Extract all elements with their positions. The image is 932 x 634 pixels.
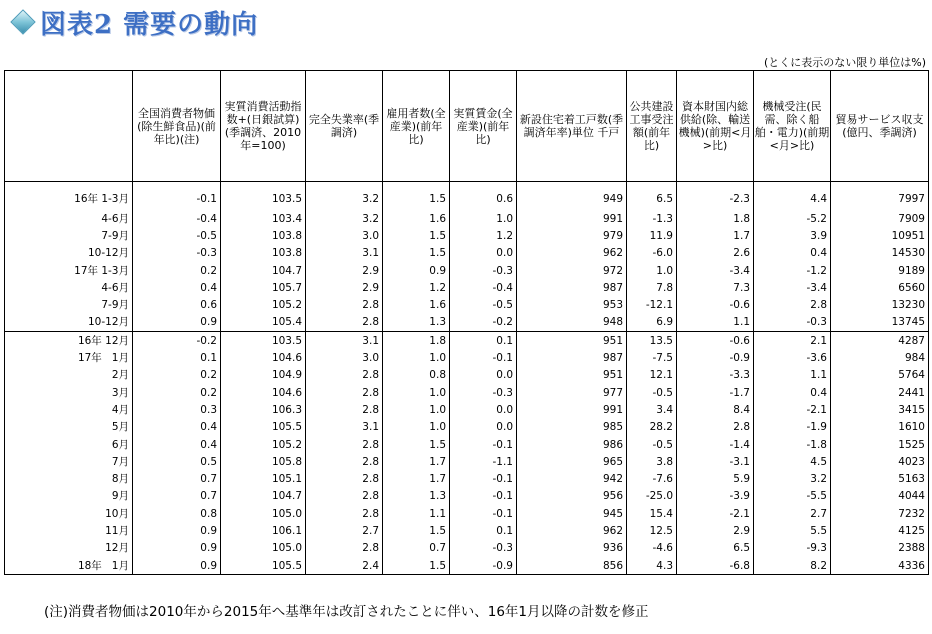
table-row [5, 182, 929, 211]
table-cell: 2.1 [754, 332, 831, 350]
table-cell: 28.2 [627, 419, 677, 436]
row-label: 8月 [5, 470, 133, 487]
table-cell: 2.8 [306, 488, 383, 505]
table-cell: 7232 [831, 505, 929, 522]
table-row [5, 332, 929, 350]
table-cell: 3.4 [627, 401, 677, 418]
table-cell: 1.0 [383, 419, 450, 436]
row-label: 4月 [5, 401, 133, 418]
table-cell: -0.9 [450, 557, 517, 575]
table-cell: -3.6 [754, 349, 831, 366]
table-cell: 4.3 [627, 557, 677, 575]
footnote: (注)消費者物価は2010年から2015年へ基準年は改訂されたことに伴い、16年1月以降の計数を修正 [44, 604, 649, 620]
table-cell: 2388 [831, 540, 929, 557]
table-cell: 962 [517, 245, 627, 262]
table-cell: 856 [517, 557, 627, 575]
table-cell: 3.8 [627, 453, 677, 470]
table-cell: 3415 [831, 401, 929, 418]
table-cell: -0.3 [133, 245, 221, 262]
table-cell: 103.5 [221, 332, 306, 350]
column-header: 新設住宅着工戸数(季調済年率)単位 千戸 [517, 71, 627, 182]
table-cell: 0.3 [133, 401, 221, 418]
column-header: 貿易サービス収支(億円、季調済) [831, 71, 929, 182]
table-cell: 0.9 [133, 540, 221, 557]
table-cell: -0.5 [627, 384, 677, 401]
table-cell: -0.2 [133, 332, 221, 350]
table-cell: -0.3 [450, 540, 517, 557]
table-cell: 0.4 [754, 384, 831, 401]
table-cell: 0.0 [450, 419, 517, 436]
table-cell: -9.3 [754, 540, 831, 557]
table-cell: 14530 [831, 245, 929, 262]
column-header: 実質消費活動指数+(日銀試算)(季調済、2010年=100) [221, 71, 306, 182]
table-cell: 1610 [831, 419, 929, 436]
table-cell: 5.9 [677, 470, 754, 487]
table-cell: -12.1 [627, 296, 677, 313]
table-row [5, 349, 929, 366]
table-row [5, 522, 929, 539]
table-cell: -7.6 [627, 470, 677, 487]
table-cell: 1.5 [383, 436, 450, 453]
table-cell: 2.9 [306, 262, 383, 279]
row-label: 4-6月 [5, 210, 133, 227]
table-cell: 1.0 [383, 349, 450, 366]
table-cell: 0.5 [133, 453, 221, 470]
table-cell: -1.1 [450, 453, 517, 470]
table-row [5, 314, 929, 332]
table-cell: 1.2 [383, 279, 450, 296]
table-cell: 104.9 [221, 367, 306, 384]
table-cell: 1.3 [383, 314, 450, 332]
table-cell: 986 [517, 436, 627, 453]
table-cell: 2.8 [306, 384, 383, 401]
table-row [5, 262, 929, 279]
table-cell: 3.0 [306, 349, 383, 366]
table-cell: 2.9 [306, 279, 383, 296]
table-cell: 2.6 [677, 245, 754, 262]
table-cell: 104.6 [221, 349, 306, 366]
diamond-bullet-icon [10, 9, 35, 34]
table-cell: 979 [517, 227, 627, 244]
table-cell: -3.9 [677, 488, 754, 505]
table-cell: 0.9 [133, 522, 221, 539]
table-cell: -0.6 [677, 296, 754, 313]
table-cell: 0.4 [754, 245, 831, 262]
table-cell: 0.2 [133, 367, 221, 384]
table-cell: -0.9 [677, 349, 754, 366]
table-cell: -4.6 [627, 540, 677, 557]
row-label: 7-9月 [5, 296, 133, 313]
table-cell: 2.7 [754, 505, 831, 522]
table-cell: -0.4 [133, 210, 221, 227]
table-cell: 8.2 [754, 557, 831, 575]
table-cell: 7.8 [627, 279, 677, 296]
table-row [5, 436, 929, 453]
table-cell: 11.9 [627, 227, 677, 244]
table-cell: 2.8 [306, 314, 383, 332]
header-corner [5, 71, 133, 182]
demand-trend-table [4, 70, 929, 575]
table-cell: 3.1 [306, 419, 383, 436]
table-cell: -0.5 [450, 296, 517, 313]
table-cell: 0.4 [133, 279, 221, 296]
row-label: 2月 [5, 367, 133, 384]
table-cell: 103.8 [221, 245, 306, 262]
table-cell: 984 [831, 349, 929, 366]
table-cell: -0.5 [627, 436, 677, 453]
table-cell: 962 [517, 522, 627, 539]
table-cell: 0.0 [450, 401, 517, 418]
table-cell: 2.8 [306, 401, 383, 418]
table-cell: -0.3 [754, 314, 831, 332]
table-cell: 2.8 [306, 453, 383, 470]
table-cell: 1.5 [383, 522, 450, 539]
table-body [5, 182, 929, 575]
table-cell: 2.8 [306, 470, 383, 487]
table-cell: 936 [517, 540, 627, 557]
column-header: 完全失業率(季調済) [306, 71, 383, 182]
table-row [5, 401, 929, 418]
table-cell: 949 [517, 182, 627, 211]
table-cell: 2.9 [677, 522, 754, 539]
table-row [5, 296, 929, 313]
table-cell: 987 [517, 279, 627, 296]
table-cell: -0.1 [133, 182, 221, 211]
table-cell: 12.1 [627, 367, 677, 384]
table-cell: 4125 [831, 522, 929, 539]
table-cell: 965 [517, 453, 627, 470]
table-cell: -0.6 [677, 332, 754, 350]
table-cell: -7.5 [627, 349, 677, 366]
column-header: 実質賃金(全産業)(前年比) [450, 71, 517, 182]
table-cell: 956 [517, 488, 627, 505]
table-cell: 2.8 [306, 296, 383, 313]
table-row [5, 384, 929, 401]
table-cell: 0.4 [133, 436, 221, 453]
table-row [5, 227, 929, 244]
row-label: 17年 1-3月 [5, 262, 133, 279]
row-label: 10月 [5, 505, 133, 522]
table-cell: 2.8 [306, 540, 383, 557]
table-cell: 105.4 [221, 314, 306, 332]
table-cell: 972 [517, 262, 627, 279]
table-cell: 0.2 [133, 384, 221, 401]
table-cell: -3.4 [754, 279, 831, 296]
table-row [5, 470, 929, 487]
table-cell: 9189 [831, 262, 929, 279]
table-cell: -0.1 [450, 349, 517, 366]
row-label: 17年 1月 [5, 349, 133, 366]
table-cell: 103.8 [221, 227, 306, 244]
table-cell: 5.5 [754, 522, 831, 539]
table-cell: 106.1 [221, 522, 306, 539]
table-cell: 1.5 [383, 245, 450, 262]
unit-note: (とくに表示のない限り単位は%) [763, 56, 926, 69]
table-cell: 10951 [831, 227, 929, 244]
table-cell: 5764 [831, 367, 929, 384]
table-cell: 2.8 [677, 419, 754, 436]
table-cell: 1.3 [383, 488, 450, 505]
row-label: 7-9月 [5, 227, 133, 244]
table-cell: 7.3 [677, 279, 754, 296]
table-cell: 0.8 [133, 505, 221, 522]
table-cell: -3.4 [677, 262, 754, 279]
table-cell: 1.6 [383, 210, 450, 227]
table-cell: -1.2 [754, 262, 831, 279]
table-cell: 0.7 [133, 488, 221, 505]
table-cell: 953 [517, 296, 627, 313]
table-cell: 6560 [831, 279, 929, 296]
table-cell: 945 [517, 505, 627, 522]
row-label: 4-6月 [5, 279, 133, 296]
table-cell: 105.8 [221, 453, 306, 470]
table-cell: -0.1 [450, 488, 517, 505]
table-cell: -2.1 [677, 505, 754, 522]
table-cell: 6.5 [677, 540, 754, 557]
row-label: 10-12月 [5, 314, 133, 332]
table-cell: 105.0 [221, 540, 306, 557]
table-cell: 6.5 [627, 182, 677, 211]
table-cell: -0.3 [450, 384, 517, 401]
table-cell: 12.5 [627, 522, 677, 539]
table-cell: 2.7 [306, 522, 383, 539]
table-cell: 7909 [831, 210, 929, 227]
table-cell: 103.5 [221, 182, 306, 211]
table-cell: 1.0 [383, 384, 450, 401]
table-cell: 0.6 [133, 296, 221, 313]
row-label: 11月 [5, 522, 133, 539]
table-cell: 2.8 [754, 296, 831, 313]
table-row [5, 540, 929, 557]
table-cell: 4.4 [754, 182, 831, 211]
row-label: 18年 1月 [5, 557, 133, 575]
table-cell: -0.2 [450, 314, 517, 332]
table-cell: -3.3 [677, 367, 754, 384]
table-cell: 1.2 [450, 227, 517, 244]
table-cell: -1.7 [677, 384, 754, 401]
table-cell: 1.8 [383, 332, 450, 350]
table-cell: 1.0 [450, 210, 517, 227]
table-cell: 985 [517, 419, 627, 436]
table-cell: 103.4 [221, 210, 306, 227]
table-cell: 0.2 [133, 262, 221, 279]
column-header: 資本財国内総供給(除、輸送機械)(前期<月>比) [677, 71, 754, 182]
row-label: 7月 [5, 453, 133, 470]
table-row [5, 367, 929, 384]
table-cell: 1.5 [383, 227, 450, 244]
table-cell: -5.5 [754, 488, 831, 505]
table-cell: 105.5 [221, 557, 306, 575]
table-cell: 3.2 [306, 182, 383, 211]
row-label: 6月 [5, 436, 133, 453]
table-cell: -0.1 [450, 436, 517, 453]
table-cell: -0.3 [450, 262, 517, 279]
table-cell: 104.6 [221, 384, 306, 401]
table-cell: 987 [517, 349, 627, 366]
table-cell: 1.5 [383, 557, 450, 575]
table-cell: 977 [517, 384, 627, 401]
table-cell: -6.8 [677, 557, 754, 575]
table-cell: -6.0 [627, 245, 677, 262]
table-cell: 0.9 [133, 557, 221, 575]
table-cell: 3.1 [306, 332, 383, 350]
table-cell: 105.7 [221, 279, 306, 296]
column-header: 公共建設工事受注額(前年比) [627, 71, 677, 182]
row-label: 16年 12月 [5, 332, 133, 350]
table-cell: 1.7 [383, 453, 450, 470]
row-label: 10-12月 [5, 245, 133, 262]
table-cell: 105.5 [221, 419, 306, 436]
table-cell: 4336 [831, 557, 929, 575]
table-cell: 3.0 [306, 227, 383, 244]
table-cell: 0.0 [450, 245, 517, 262]
table-cell: -0.1 [450, 470, 517, 487]
table-cell: 104.7 [221, 488, 306, 505]
table-cell: 2441 [831, 384, 929, 401]
table-cell: 105.2 [221, 436, 306, 453]
row-label: 3月 [5, 384, 133, 401]
table-cell: 2.8 [306, 367, 383, 384]
table-cell: 991 [517, 401, 627, 418]
table-cell: 0.7 [383, 540, 450, 557]
table-cell: 1.0 [627, 262, 677, 279]
table-cell: 6.9 [627, 314, 677, 332]
table-cell: -2.3 [677, 182, 754, 211]
table-cell: 942 [517, 470, 627, 487]
table-cell: 0.9 [383, 262, 450, 279]
table-cell: 105.1 [221, 470, 306, 487]
table-cell: 0.6 [450, 182, 517, 211]
table-row [5, 488, 929, 505]
table-cell: -0.1 [450, 505, 517, 522]
table-cell: 1.7 [677, 227, 754, 244]
row-label: 16年 1-3月 [5, 182, 133, 211]
page-title: 図表2 需要の動向 [40, 9, 259, 40]
table-cell: 0.1 [450, 332, 517, 350]
table-cell: 951 [517, 367, 627, 384]
table-cell: 0.9 [133, 314, 221, 332]
column-header: 雇用者数(全産業)(前年比) [383, 71, 450, 182]
table-cell: 1.1 [677, 314, 754, 332]
table-cell: 2.8 [306, 436, 383, 453]
table-cell: 1.6 [383, 296, 450, 313]
table-cell: 3.2 [754, 470, 831, 487]
table-cell: -2.1 [754, 401, 831, 418]
row-label: 12月 [5, 540, 133, 557]
table-row [5, 279, 929, 296]
row-label: 5月 [5, 419, 133, 436]
table-cell: 0.1 [133, 349, 221, 366]
table-cell: 1.5 [383, 182, 450, 211]
table-row [5, 453, 929, 470]
table-row [5, 245, 929, 262]
table-cell: 0.1 [450, 522, 517, 539]
table-cell: -1.8 [754, 436, 831, 453]
table-cell: 105.0 [221, 505, 306, 522]
table-cell: -5.2 [754, 210, 831, 227]
table-cell: 3.2 [306, 210, 383, 227]
table-cell: -0.4 [450, 279, 517, 296]
table-cell: 0.0 [450, 367, 517, 384]
column-header: 全国消費者物価(除生鮮食品)(前年比)(注) [133, 71, 221, 182]
table-cell: 1.7 [383, 470, 450, 487]
table-cell: 13230 [831, 296, 929, 313]
table-cell: 948 [517, 314, 627, 332]
table-cell: 1.1 [754, 367, 831, 384]
table-cell: 1525 [831, 436, 929, 453]
table-cell: -1.9 [754, 419, 831, 436]
table-cell: 1.8 [677, 210, 754, 227]
table-cell: -0.5 [133, 227, 221, 244]
table-cell: 4287 [831, 332, 929, 350]
table-cell: 2.8 [306, 505, 383, 522]
table-cell: -1.4 [677, 436, 754, 453]
table-cell: 3.1 [306, 245, 383, 262]
table-cell: 104.7 [221, 262, 306, 279]
table-cell: 5163 [831, 470, 929, 487]
table-cell: 991 [517, 210, 627, 227]
table-cell: 13.5 [627, 332, 677, 350]
table-cell: 2.4 [306, 557, 383, 575]
table-cell: 1.1 [383, 505, 450, 522]
table-cell: 0.7 [133, 470, 221, 487]
page-title-area [4, 2, 258, 42]
table-row [5, 557, 929, 575]
table-row [5, 505, 929, 522]
table-cell: 0.8 [383, 367, 450, 384]
table-cell: 15.4 [627, 505, 677, 522]
table-cell: 7997 [831, 182, 929, 211]
table-cell: 4023 [831, 453, 929, 470]
table-cell: 8.4 [677, 401, 754, 418]
row-label: 9月 [5, 488, 133, 505]
table-cell: 13745 [831, 314, 929, 332]
table-cell: 1.0 [383, 401, 450, 418]
column-header: 機械受注(民需、除く船舶・電力)(前期<月>比) [754, 71, 831, 182]
table-cell: 3.9 [754, 227, 831, 244]
table-cell: 4.5 [754, 453, 831, 470]
table-cell: -1.3 [627, 210, 677, 227]
table-cell: 106.3 [221, 401, 306, 418]
table-row [5, 210, 929, 227]
table-cell: 4044 [831, 488, 929, 505]
table-cell: -25.0 [627, 488, 677, 505]
table-cell: -3.1 [677, 453, 754, 470]
table-cell: 951 [517, 332, 627, 350]
table-cell: 0.4 [133, 419, 221, 436]
table-cell: 105.2 [221, 296, 306, 313]
table-header-row [5, 71, 929, 182]
table-row [5, 419, 929, 436]
